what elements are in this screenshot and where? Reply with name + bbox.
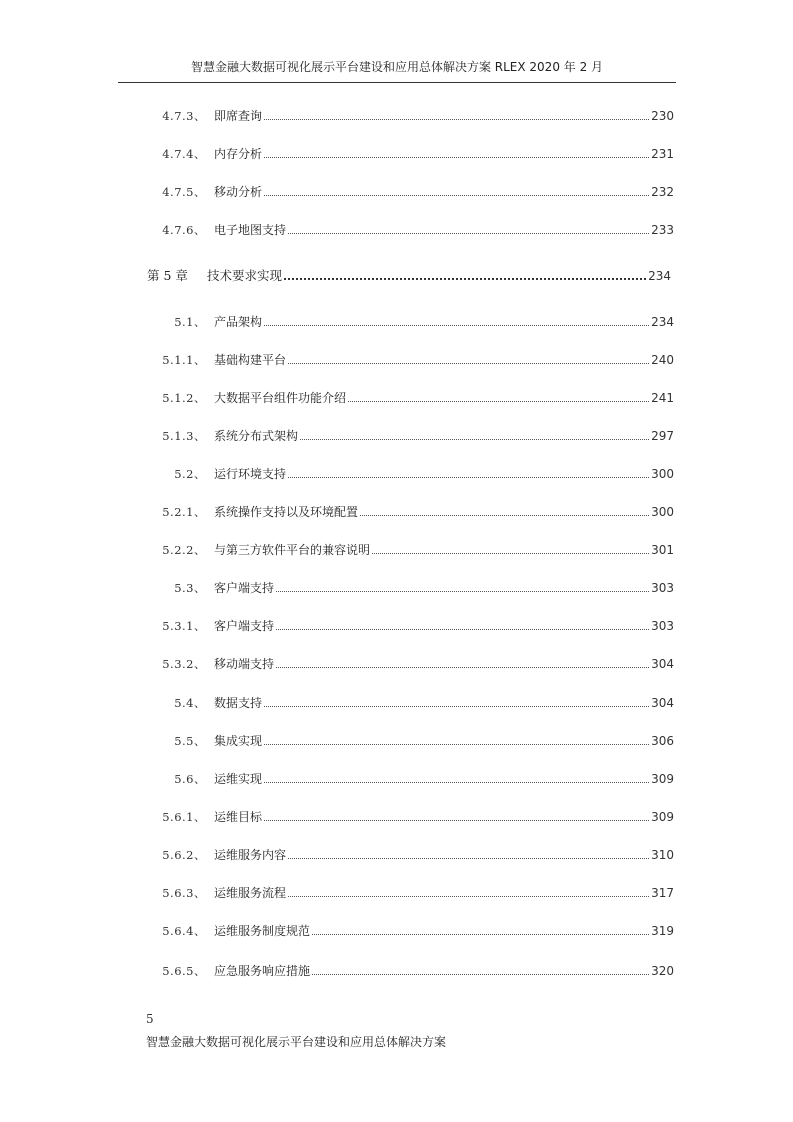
toc-dot-leader xyxy=(264,194,649,196)
toc-dot-leader xyxy=(360,514,649,516)
toc-entry-number: 5.3、 xyxy=(174,581,206,595)
toc-entry[interactable] xyxy=(150,390,674,406)
toc-entry-page: 297 xyxy=(651,429,674,443)
toc-entry-title: 移动端支持 xyxy=(214,657,275,671)
toc-entry[interactable] xyxy=(150,146,674,162)
toc-entry-title: 移动分析 xyxy=(214,185,263,199)
toc-entry-title: 应急服务响应措施 xyxy=(214,964,311,978)
toc-dot-leader xyxy=(288,895,649,897)
toc-entry-number: 4.7.6、 xyxy=(162,223,206,237)
toc-entry-number: 5.2.1、 xyxy=(162,505,206,519)
toc-entry-number: 4.7.3、 xyxy=(162,109,206,123)
toc-dot-leader xyxy=(276,666,649,668)
toc-entry[interactable] xyxy=(150,352,674,368)
toc-entry-title: 基础构建平台 xyxy=(214,353,287,367)
toc-entry-number: 4.7.4、 xyxy=(162,147,206,161)
toc-dot-leader xyxy=(312,933,649,935)
toc-dot-leader xyxy=(300,438,649,440)
toc-entry-title: 运维服务内容 xyxy=(214,848,287,862)
page-header: 智慧金融大数据可视化展示平台建设和应用总体解决方案 RLEX 2020 年 2 月 xyxy=(190,60,604,74)
toc-entry[interactable] xyxy=(150,428,674,444)
toc-entry-page: 232 xyxy=(651,185,674,199)
toc-entry-page: 310 xyxy=(651,848,674,862)
toc-entry-number: 5.3.2、 xyxy=(162,657,206,671)
toc-entry-title: 运维实现 xyxy=(214,772,263,786)
toc-entry-page: 300 xyxy=(651,467,674,481)
toc-dot-leader xyxy=(348,400,649,402)
footer-page-number: 5 xyxy=(146,1012,154,1026)
toc-entry-number: 5.6.1、 xyxy=(162,810,206,824)
toc-entry-number: 5.1.1、 xyxy=(162,353,206,367)
toc-entry[interactable] xyxy=(150,847,674,863)
toc-entry-title: 客户端支持 xyxy=(214,619,275,633)
toc-entry-title: 集成实现 xyxy=(214,734,263,748)
toc-entry-title: 大数据平台组件功能介绍 xyxy=(214,391,347,405)
toc-entry-number: 5.1、 xyxy=(174,315,206,329)
toc-entry-page: 230 xyxy=(651,109,674,123)
footer-doc-title: 智慧金融大数据可视化展示平台建设和应用总体解决方案 xyxy=(146,1035,447,1049)
toc-entry-number: 5.3.1、 xyxy=(162,619,206,633)
toc-entry[interactable] xyxy=(150,809,674,825)
toc-dot-leader xyxy=(312,973,649,975)
toc-entry[interactable] xyxy=(150,618,674,634)
toc-dot-leader xyxy=(284,277,646,280)
toc-entry-page: 240 xyxy=(651,353,674,367)
toc-entry-number: 5.4、 xyxy=(174,696,206,710)
toc-entry-page: 234 xyxy=(651,315,674,329)
toc-entry-page: 241 xyxy=(651,391,674,405)
toc-entry-number: 5.6.2、 xyxy=(162,848,206,862)
toc-entry-page: 234 xyxy=(648,269,671,283)
toc-dot-leader xyxy=(264,156,649,158)
toc-entry-page: 233 xyxy=(651,223,674,237)
toc-entry-page: 309 xyxy=(651,772,674,786)
toc-entry-title: 内存分析 xyxy=(214,147,263,161)
toc-entry-page: 231 xyxy=(651,147,674,161)
toc-dot-leader xyxy=(288,476,649,478)
toc-dot-leader xyxy=(372,552,649,554)
toc-entry-title: 电子地图支持 xyxy=(214,223,287,237)
toc-entry-page: 319 xyxy=(651,924,674,938)
toc-entry[interactable] xyxy=(150,885,674,901)
toc-dot-leader xyxy=(264,705,649,707)
toc-entry-number: 5.2.2、 xyxy=(162,543,206,557)
toc-entry-page: 304 xyxy=(651,657,674,671)
toc-entry-number: 5.5、 xyxy=(174,734,206,748)
toc-entry-page: 309 xyxy=(651,810,674,824)
toc-entry-title: 客户端支持 xyxy=(214,581,275,595)
toc-entry-title: 产品架构 xyxy=(214,315,263,329)
toc-dot-leader xyxy=(288,362,649,364)
toc-dot-leader xyxy=(276,628,649,630)
toc-entry-page: 303 xyxy=(651,581,674,595)
toc-entry[interactable] xyxy=(150,580,674,596)
toc-entry[interactable] xyxy=(150,222,674,238)
toc-entry[interactable] xyxy=(147,268,671,284)
toc-entry[interactable] xyxy=(150,656,674,672)
header-rule xyxy=(118,82,676,83)
toc-entry-number: 5.6.5、 xyxy=(162,964,206,978)
toc-entry[interactable] xyxy=(150,733,674,749)
toc-entry-number: 4.7.5、 xyxy=(162,185,206,199)
toc-entry[interactable] xyxy=(150,695,674,711)
toc-entry-number: 5.1.2、 xyxy=(162,391,206,405)
toc-entry-number: 5.1.3、 xyxy=(162,429,206,443)
toc-entry-page: 306 xyxy=(651,734,674,748)
toc-dot-leader xyxy=(276,590,649,592)
toc-entry[interactable] xyxy=(150,963,674,979)
toc-entry-title: 运维目标 xyxy=(214,810,263,824)
toc-entry[interactable] xyxy=(150,923,674,939)
toc-entry-title: 即席查询 xyxy=(214,109,263,123)
toc-dot-leader xyxy=(264,324,649,326)
toc-entry-number: 5.2、 xyxy=(174,467,206,481)
toc-entry[interactable] xyxy=(150,542,674,558)
toc-entry-title: 运行环境支持 xyxy=(214,467,287,481)
toc-entry[interactable] xyxy=(150,504,674,520)
toc-entry-title: 运维服务制度规范 xyxy=(214,924,311,938)
toc-entry-page: 301 xyxy=(651,543,674,557)
toc-entry[interactable] xyxy=(150,466,674,482)
toc-entry-title: 与第三方软件平台的兼容说明 xyxy=(214,543,371,557)
toc-dot-leader xyxy=(264,781,649,783)
toc-entry-title: 技术要求实现 xyxy=(207,268,283,283)
toc-entry-title: 运维服务流程 xyxy=(214,886,287,900)
toc-entry-title: 系统操作支持以及环境配置 xyxy=(214,505,359,519)
toc-entry-number: 第 5 章 xyxy=(147,268,188,283)
toc-entry[interactable] xyxy=(150,108,674,124)
toc-entry-number: 5.6、 xyxy=(174,772,206,786)
toc-entry-page: 320 xyxy=(651,964,674,978)
toc-entry[interactable] xyxy=(150,771,674,787)
toc-dot-leader xyxy=(288,232,649,234)
toc-entry[interactable] xyxy=(150,314,674,330)
toc-entry-number: 5.6.4、 xyxy=(162,924,206,938)
toc-entry-page: 303 xyxy=(651,619,674,633)
toc-entry-page: 300 xyxy=(651,505,674,519)
toc-dot-leader xyxy=(264,743,649,745)
toc-entry-title: 数据支持 xyxy=(214,696,263,710)
toc-dot-leader xyxy=(288,857,649,859)
toc-entry-title: 系统分布式架构 xyxy=(214,429,299,443)
toc-entry-page: 304 xyxy=(651,696,674,710)
toc-entry-page: 317 xyxy=(651,886,674,900)
toc-entry[interactable] xyxy=(150,184,674,200)
toc-dot-leader xyxy=(264,819,649,821)
toc-dot-leader xyxy=(264,118,649,120)
toc-entry-number: 5.6.3、 xyxy=(162,886,206,900)
